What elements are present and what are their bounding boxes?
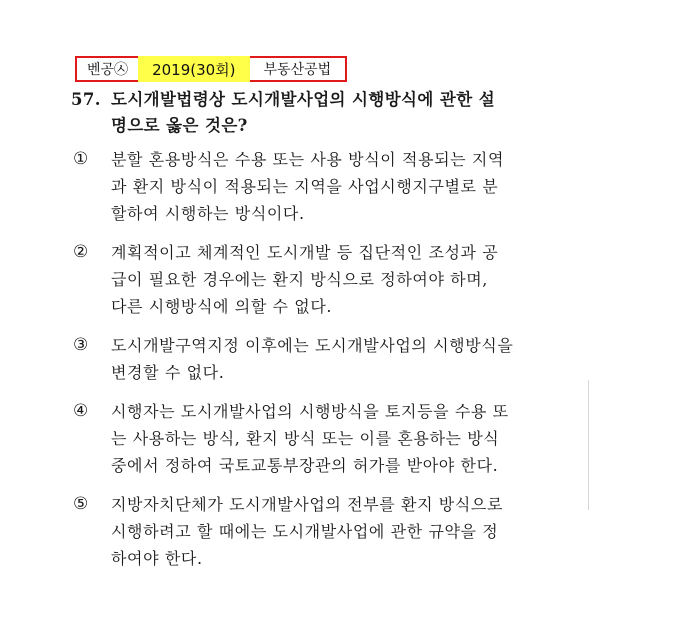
year-tag: 2019(30회) [138,56,249,82]
option-2-line: 계획적이고 체계적인 도시개발 등 집단적인 조성과 공 [111,243,499,262]
option-3-line: 도시개발구역지정 이후에는 도시개발사업의 시행방식을 [111,336,514,355]
option-4[interactable] [73,398,593,479]
option-3-line: 변경할 수 없다. [111,363,225,382]
option-4-line: 시행자는 도시개발사업의 시행방식을 토지등을 수용 또 [111,402,509,421]
subject-tag: 부동산공법 [250,56,348,82]
option-1-line: 할하여 시행하는 방식이다. [111,204,305,223]
option-2-marker: ② [73,242,89,262]
option-3-marker: ③ [73,335,89,355]
exam-header [75,56,347,82]
question-text-2: 명으로 옳은 것은? [111,116,248,135]
question-text-1: 도시개발법령상 도시개발사업의 시행방식에 관한 설 [111,90,496,109]
option-5-marker: ⑤ [73,494,89,514]
option-2-line: 다른 시행방식에 의할 수 없다. [111,297,333,316]
option-2-line: 급이 필요한 경우에는 환지 방식으로 정하여야 하며, [111,270,488,289]
answer-options [73,146,593,572]
series-tag: 벤공㉦ [75,56,138,82]
question-stem [71,87,591,139]
question-number: 57. [71,90,101,109]
option-1-marker: ① [73,149,89,169]
scan-edge-line [588,380,589,510]
option-1-line: 과 환지 방식이 적용되는 지역을 사업시행지구별로 분 [111,177,499,196]
option-5-line: 시행하려고 할 때에는 도시개발사업에 관한 규약을 정 [111,522,499,541]
option-2[interactable] [73,239,593,320]
option-1[interactable] [73,146,593,227]
option-4-line: 는 사용하는 방식, 환지 방식 또는 이를 혼용하는 방식 [111,429,500,448]
option-5[interactable] [73,491,593,572]
option-1-line: 분할 혼용방식은 수용 또는 사용 방식이 적용되는 지역 [111,150,505,169]
question-line-1 [71,87,591,113]
option-4-marker: ④ [73,401,89,421]
option-3[interactable] [73,332,593,386]
option-5-line: 지방자치단체가 도시개발사업의 전부를 환지 방식으로 [111,495,504,514]
option-5-line: 하여야 한다. [111,549,203,568]
option-4-line: 중에서 정하여 국토교통부장관의 허가를 받아야 한다. [111,456,499,475]
